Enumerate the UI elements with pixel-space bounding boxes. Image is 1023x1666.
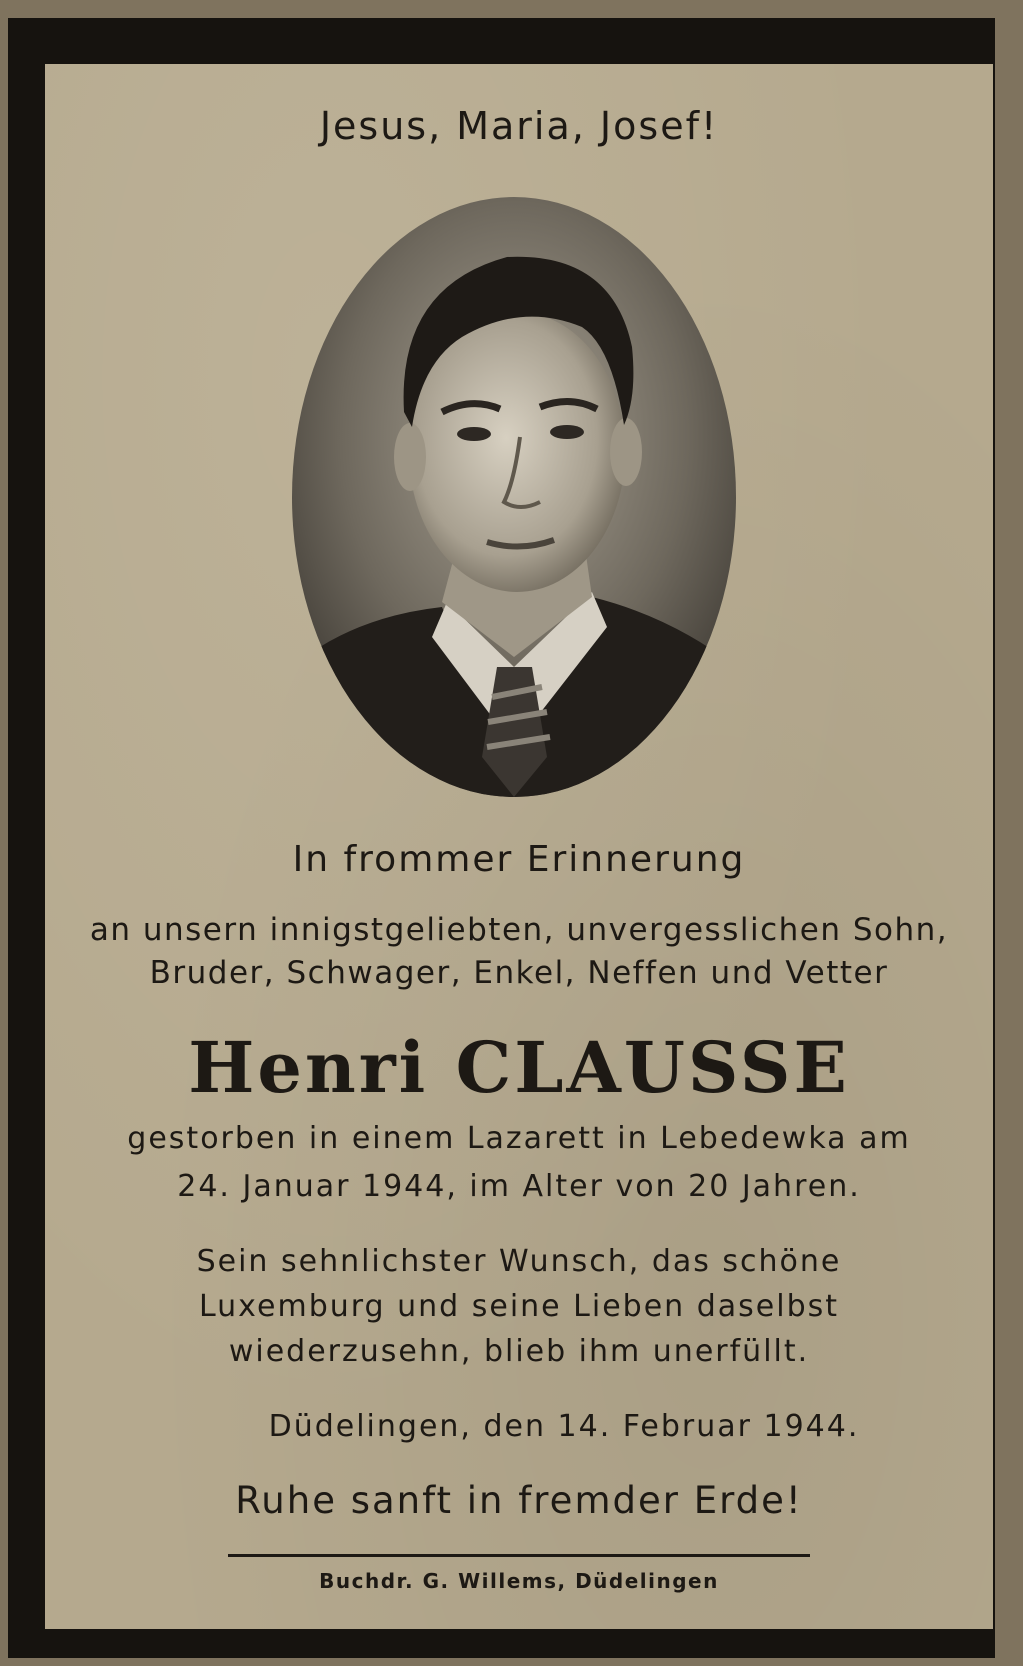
place-and-date: Düdelingen, den 14. Februar 1944. [268, 1409, 860, 1444]
intro-line-1: an unsern innigstgeliebten, unvergesslichen Sohn, [89, 912, 949, 948]
wish-line-2: Luxemburg und seine Lieben daselbst [198, 1289, 840, 1324]
intro-line-2: Bruder, Schwager, Enkel, Neffen und Vetter [149, 955, 889, 991]
memorial-card [45, 64, 993, 1629]
wish-line-3: wiederzusehn, blieb ihm unerfüllt. [228, 1334, 810, 1369]
death-line-1: gestorben in einem Lazarett in Lebedewka am [127, 1121, 911, 1156]
farewell-line: Ruhe sanft in fremder Erde! [235, 1479, 803, 1522]
divider-rule [228, 1554, 810, 1557]
deceased-name: Henri CLAUSSE [188, 1026, 850, 1109]
wish-line-1: Sein sehnlichster Wunsch, das schöne [196, 1244, 842, 1279]
memorial-heading: In frommer Erinnerung [292, 839, 746, 880]
card-header: Jesus, Maria, Josef! [319, 104, 719, 148]
death-line-2: 24. Januar 1944, im Alter von 20 Jahren. [177, 1169, 861, 1204]
portrait-photo [292, 197, 736, 797]
printer-credit: Buchdr. G. Willems, Düdelingen [319, 1569, 719, 1593]
